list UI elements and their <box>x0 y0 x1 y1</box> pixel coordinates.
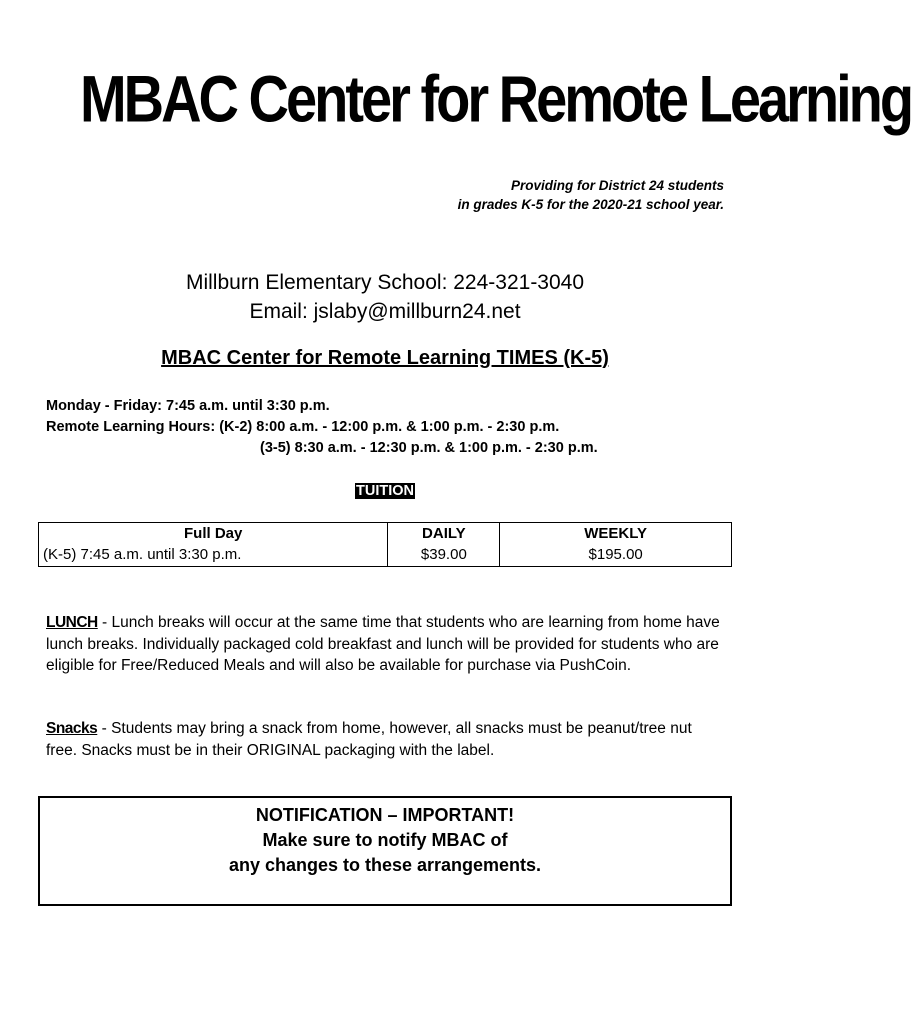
column-header-daily: DAILY <box>388 523 500 545</box>
hours-block <box>46 396 598 459</box>
tagline-line-1: Providing for District 24 students <box>510 178 724 193</box>
times-heading: MBAC Center for Remote Learning TIMES (K-5) <box>161 347 609 369</box>
column-header-full-day: Full Day <box>39 523 388 545</box>
page-title: MBAC Center for Remote Learning <box>80 61 911 136</box>
snacks-text: - Students may bring a snack from home, however, all snacks must be peanut/tree nut free. Snacks must be in their ORIGINAL packaging with the label. <box>46 720 692 759</box>
column-header-weekly: WEEKLY <box>500 523 732 545</box>
lunch-paragraph <box>46 612 726 677</box>
tuition-heading-label: TUITION <box>356 483 414 499</box>
snacks-paragraph <box>46 718 726 761</box>
school-phone: Millburn Elementary School: 224-321-3040 <box>185 271 585 294</box>
tuition-header-row <box>39 523 732 545</box>
contact-email: Email: jslaby@millburn24.net <box>249 300 521 323</box>
notice-line-3: any changes to these arrangements. <box>228 855 542 875</box>
tuition-heading <box>0 482 770 500</box>
snacks-label: Snacks <box>46 720 98 737</box>
notice-line-2: Make sure to notify MBAC of <box>262 830 508 850</box>
cell-weekly-price: $195.00 <box>500 545 732 567</box>
lunch-text: - Lunch breaks will occur at the same time that students who are learning from home have lunch breaks. Individually packaged cold breakfast and lunch will be provided for students who are eligible for Free/Reduced Meals and will also be available for purchase via PushCoin. <box>46 614 720 674</box>
cell-daily-price: $39.00 <box>388 545 500 567</box>
tuition-table <box>38 522 732 567</box>
hours-line-k2: Remote Learning Hours: (K-2) 8:00 a.m. - 12:00 p.m. & 1:00 p.m. - 2:30 p.m. <box>46 419 560 435</box>
lunch-label: LUNCH <box>46 614 98 631</box>
tagline <box>458 176 724 214</box>
tagline-line-2: in grades K-5 for the 2020-21 school year. <box>457 197 724 212</box>
cell-full-day: (K-5) 7:45 a.m. until 3:30 p.m. <box>39 545 388 567</box>
hours-line-35: (3-5) 8:30 a.m. - 12:30 p.m. & 1:00 p.m. - 2:30 p.m. <box>260 440 598 456</box>
contact-info <box>0 268 770 326</box>
table-row <box>39 545 732 567</box>
notification-box <box>38 796 732 906</box>
notice-line-1: NOTIFICATION – IMPORTANT! <box>255 805 515 825</box>
hours-line-weekdays: Monday - Friday: 7:45 a.m. until 3:30 p.m. <box>46 398 330 414</box>
